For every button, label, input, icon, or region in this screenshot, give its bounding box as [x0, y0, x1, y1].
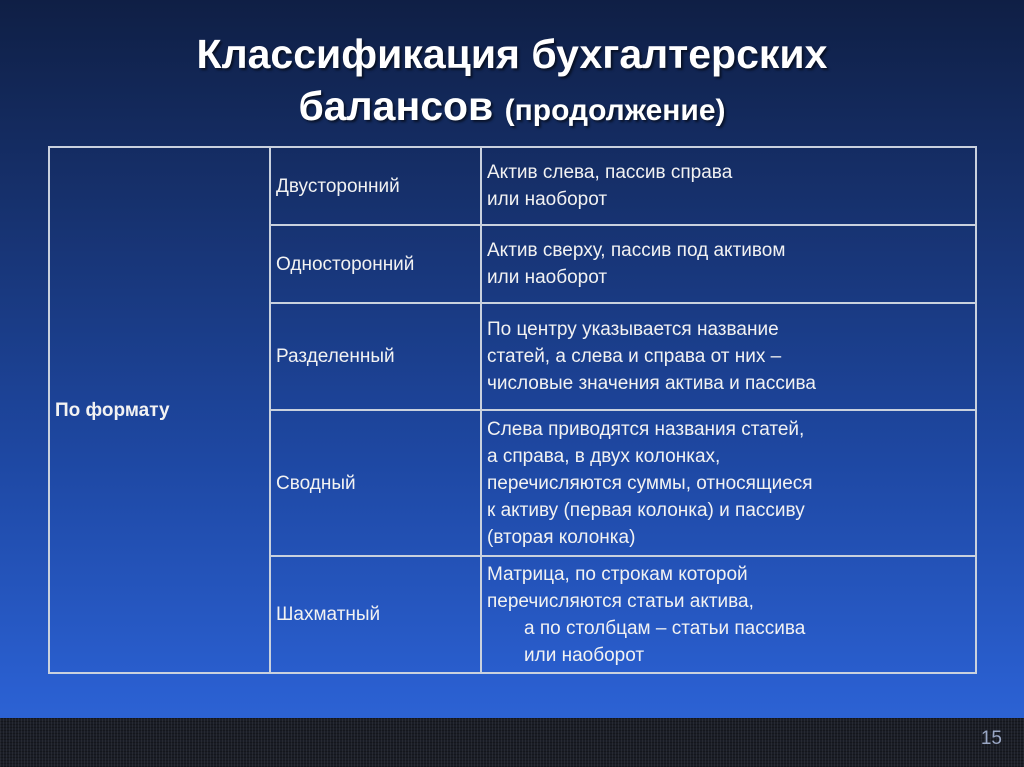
description-cell [481, 556, 976, 673]
title-line-1: Классификация бухгалтерских [196, 31, 828, 77]
table-row [49, 147, 976, 225]
description-line: По центру указывается название [487, 319, 779, 340]
description-cell [481, 225, 976, 303]
type-cell: Шахматный [270, 556, 481, 673]
type-cell: Разделенный [270, 303, 481, 410]
description-cell [481, 147, 976, 225]
description-line: к активу (первая колонка) и пассиву [487, 499, 805, 521]
title-subtitle: (продолжение) [504, 94, 726, 127]
type-cell: Сводный [270, 410, 481, 556]
description-cell [481, 410, 976, 556]
description-line: Слева приводятся названия статей, [487, 418, 805, 440]
page-number: 15 [980, 728, 1002, 749]
title-main-word: балансов [298, 83, 494, 129]
classification-table [48, 146, 977, 674]
description-line: перечисляются статьи актива, [487, 590, 754, 612]
description-line: Актив сверху, пассив под активом [487, 240, 786, 261]
description-line: Матрица, по строкам которой [487, 563, 748, 585]
description-line: или наоборот [487, 189, 608, 210]
description-line: или наоборот [524, 644, 645, 666]
description-cell [481, 303, 976, 410]
bottom-decorative-band [0, 718, 1024, 767]
slide-title [0, 28, 1024, 137]
description-line: а по столбцам – статьи пассива [524, 617, 806, 639]
description-line: (вторая колонка) [487, 526, 636, 548]
description-line: числовые значения актива и пассива [487, 373, 816, 394]
type-cell: Односторонний [270, 225, 481, 303]
title-line-2 [0, 80, 1024, 137]
category-cell: По формату [49, 147, 270, 673]
description-line: а справа, в двух колонках, [487, 445, 721, 467]
description-line: или наоборот [487, 267, 608, 288]
type-cell: Двусторонний [270, 147, 481, 225]
description-line: Актив слева, пассив справа [487, 162, 733, 183]
description-line: статей, а слева и справа от них – [487, 346, 782, 367]
description-line: перечисляются суммы, относящиеся [487, 472, 813, 494]
